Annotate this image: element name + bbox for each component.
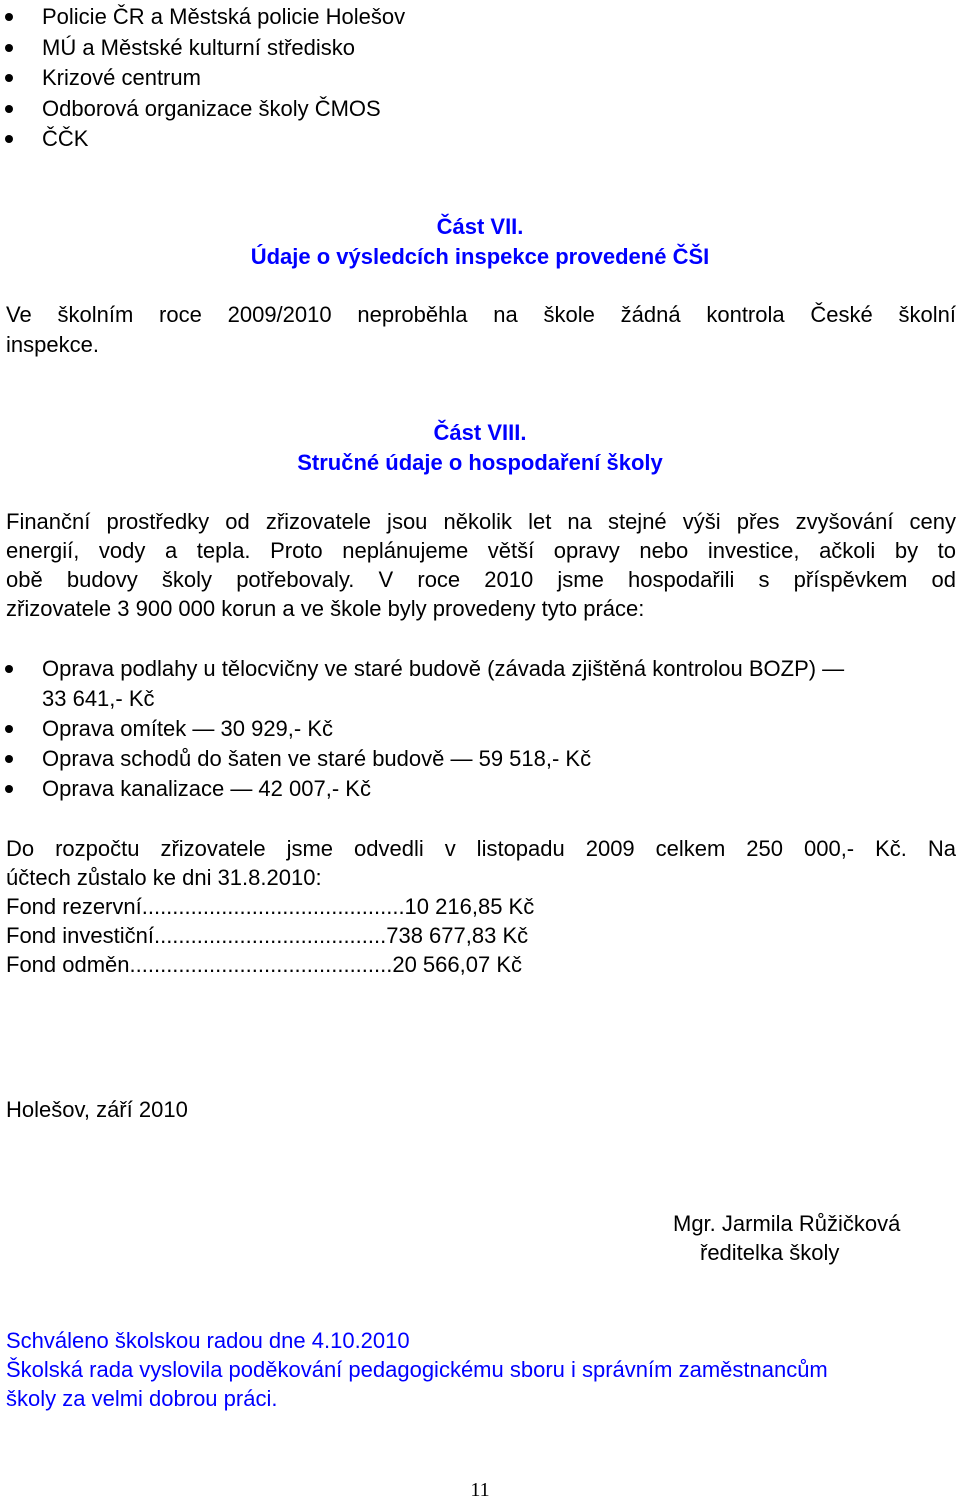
section-8-title: Stručné údaje o hospodaření školy — [297, 450, 663, 475]
fund-reserve: Fond rezervní...........................................10 216,85 Kč — [6, 894, 535, 919]
section-8-para-line-4: zřizovatele 3 900 000 korun a ve škole byly provedeny tyto práce: — [6, 596, 645, 621]
list-item-text: ČČK — [42, 126, 89, 151]
section-7-text-line-2: inspekce. — [6, 332, 99, 357]
bullet-icon — [5, 44, 13, 52]
bullet-icon — [5, 665, 13, 673]
section-8-number: Část VIII. — [433, 420, 527, 445]
list-item-text: MÚ a Městské kulturní středisko — [42, 34, 355, 60]
work-amount: 33 641,- Kč — [42, 686, 155, 711]
list-item — [0, 654, 960, 714]
approval-line-2: Školská rada vyslovila poděkování pedagogickému sboru i správním zaměstnancům — [6, 1357, 828, 1382]
signature-name: Mgr. Jarmila Růžičková — [673, 1211, 901, 1236]
bullet-icon — [5, 105, 13, 113]
list-item — [0, 744, 960, 774]
list-item-text: Odborová organizace školy ČMOS — [42, 95, 381, 121]
section-8-para-line-1: Finanční prostředky od zřizovatele jsou několik let na stejné výši přes zvyšování ceny — [6, 509, 956, 534]
budget-line-2: účtech zůstalo ke dni 31.8.2010: — [6, 865, 322, 890]
work-line: Oprava omítek — 30 929,- Kč — [42, 716, 334, 741]
list-item — [0, 714, 960, 744]
section-8-para-line-2: energií, vody a tepla. Proto neplánujeme větší opravy nebo investice, ačkoli by to — [6, 538, 956, 563]
approval-line-1: Schváleno školskou radou dne 4.10.2010 — [6, 1328, 410, 1353]
signature-role: ředitelka školy — [700, 1240, 840, 1265]
list-item-text: Policie ČR a Městská policie Holešov — [42, 4, 406, 29]
list-item — [0, 2, 960, 33]
works-list — [0, 654, 960, 804]
list-item-text: Krizové centrum — [42, 65, 201, 90]
work-line: Oprava kanalizace — 42 007,- Kč — [42, 776, 371, 801]
place-date: Holešov, září 2010 — [6, 1097, 188, 1122]
list-item — [0, 774, 960, 804]
fund-investment: Fond investiční......................................738 677,83 Kč — [6, 923, 529, 948]
section-7-title: Údaje o výsledcích inspekce provedené ČŠI — [250, 244, 710, 269]
list-item — [0, 33, 960, 64]
bullet-icon — [5, 785, 13, 793]
work-line: Oprava schodů do šaten ve staré budově — 59 518,- Kč — [42, 746, 592, 771]
approval-line-3: školy za velmi dobrou práci. — [6, 1386, 278, 1411]
list-item — [0, 94, 960, 125]
work-line: Oprava podlahy u tělocvičny ve staré budově (závada zjištěná kontrolou BOZP) — — [42, 656, 845, 681]
section-7-number: Část VII. — [436, 214, 524, 239]
list-item — [0, 124, 960, 155]
budget-line-1: Do rozpočtu zřizovatele jsme odvedli v listopadu 2009 celkem 250 000,- Kč. Na — [6, 836, 956, 861]
institution-list — [0, 2, 960, 155]
bullet-icon — [5, 13, 13, 21]
bullet-icon — [5, 725, 13, 733]
bullet-icon — [5, 135, 13, 143]
bullet-icon — [5, 755, 13, 763]
section-8-para-line-3: obě budovy školy potřebovaly. V roce 2010 jsme hospodařili s příspěvkem od — [6, 567, 956, 592]
list-item — [0, 63, 960, 94]
bullet-icon — [5, 74, 13, 82]
fund-rewards: Fond odměn...........................................20 566,07 Kč — [6, 952, 523, 977]
section-7-text-line-1: Ve školním roce 2009/2010 neproběhla na škole žádná kontrola České školní — [6, 302, 956, 327]
page-number: 11 — [470, 1479, 490, 1501]
